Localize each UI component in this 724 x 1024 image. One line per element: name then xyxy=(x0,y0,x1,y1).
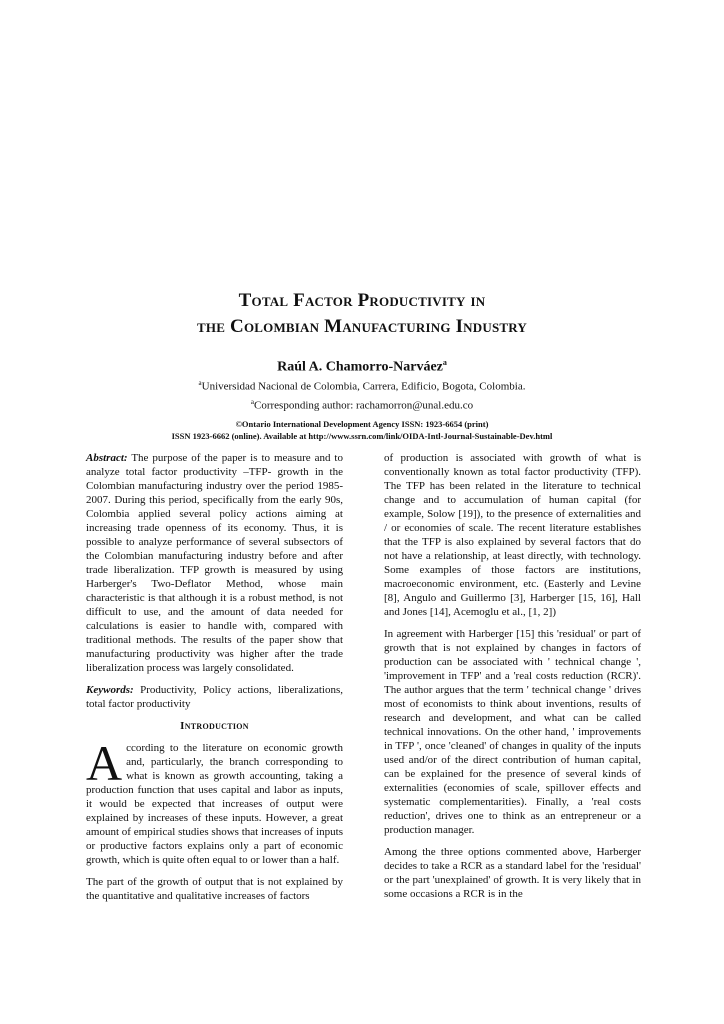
keywords-text: Productivity, Policy actions, liberalizations, total factor productivity xyxy=(86,684,343,710)
abstract-text: The purpose of the paper is to measure and to analyze total factor productivity –TFP- growth in the Colombian manufacturing industry over the period 1985-2007. During this period, specifically from the early 90s, Colombia applied several policy actions aiming at increasing trade openness of its economy. Thus, it is possible to analyze performance of several subsectors of the Colombian manufacturing industry before and after trade liberalization. TFP growth is measured by using Harberger's Two-Deflator Method, whose main characteristic is that although it is a robust method, is not difficult to use, and the amount of data needed for calculations is easier to handle with, compared with traditional methods. The results of the paper show that manufacturing productivity was higher after the trade liberalization process was largely consolidated. xyxy=(86,452,343,674)
abstract-paragraph xyxy=(86,451,343,675)
left-column xyxy=(86,451,343,911)
corresponding-line xyxy=(60,395,664,414)
right-paragraph-1: of production is associated with growth of what is conventionally known as total factor productivity (TFP). The TFP has been related in the literature to technical change and to accumulation of human capital (for example, Solow [19]), to the presence of externalities and / or economies of scale. The recent literature establishes that the TFP is also explained by several factors that do not have a relationship, at least directly, with technology. Some examples of those factors are institutions, macroeconomic environment, etc. (Easterly and Levine [8], Angulo and Guillermo [3], Harberger [15, 16], Hall and Jones [14], Acemoglu et al., [1, 2]) xyxy=(384,452,641,618)
affiliation-superscript: a xyxy=(198,379,202,387)
abstract-label: Abstract: xyxy=(86,452,128,464)
title-line-2: the Colombian Manufacturing Industry xyxy=(197,316,527,337)
copyright-line-2: ISSN 1923-6662 (online). Available at http://www.ssrn.com/link/OIDA-Intl-Journal-Sustainable-Dev.html xyxy=(171,431,553,441)
title-line-1: Total Factor Productivity in xyxy=(238,290,486,311)
author-name: Raúl A. Chamorro-Narváez xyxy=(277,359,443,375)
introduction-heading: Introduction xyxy=(180,720,249,732)
right-paragraph-2: In agreement with Harberger [15] this 'residual' or part of growth that is not explained by changes in factors of production can be associated with ' technical change ', 'improvement in TFP' and a 'real costs reduction (RCR)'. The author argues that the term ' technical change ' drives most of economists to think about inventions, results of research and development, and what can be called technical innovations. On the other hand, ' improvements in TFP ', once 'cleaned' of changes in quality of the inputs used and/or of the direct contribution of human capital, can be explained for the presence of several kinds of externalities (economies of scale, spillover effects and systematic complementarities). Finally, a 'real costs reduction', drives one to think as an entrepreneur or a production manager. xyxy=(384,628,641,836)
affiliation-line xyxy=(60,376,664,395)
keywords-label: Keywords: xyxy=(86,684,134,696)
affiliation-text: Universidad Nacional de Colombia, Carrera, Edificio, Bogota, Colombia. xyxy=(201,380,526,393)
drop-cap: A xyxy=(86,735,123,791)
introduction-paragraph-2: The part of the growth of output that is not explained by the quantitative and qualitative increases of factors xyxy=(86,876,343,902)
corresponding-author: Corresponding author: rachamorron@unal.edu.co xyxy=(254,399,474,412)
corresponding-superscript: a xyxy=(250,397,255,406)
copyright-block xyxy=(40,418,684,442)
right-paragraph-3: Among the three options commented above, Harberger decides to take a RCR as a standard label for the 'residual' or the part 'unexplained' of growth. It is very likely that in some occasions a RCR is in the xyxy=(384,846,641,900)
affiliation-block xyxy=(60,376,664,413)
paper-title xyxy=(60,288,664,340)
introduction-paragraph-1-text: ccording to the literature on economic growth and, particularly, the branch corresponding to what is known as growth accounting, taking a production function that uses capital and labor as inputs, it would be expected that increases of output were explained by increases of these inputs. However, a great amount of empirical studies shows that increases of inputs or productive factors explains only a part of economic growth, which is quite often equal to or lower than a half. xyxy=(86,742,343,866)
author-superscript: a xyxy=(442,358,447,367)
introduction-paragraph-1 xyxy=(86,735,343,867)
author-line xyxy=(60,358,664,376)
keywords-paragraph xyxy=(86,683,343,711)
right-column xyxy=(384,451,641,909)
copyright-line-1: ©Ontario International Development Agency ISSN: 1923-6654 (print) xyxy=(235,419,489,429)
